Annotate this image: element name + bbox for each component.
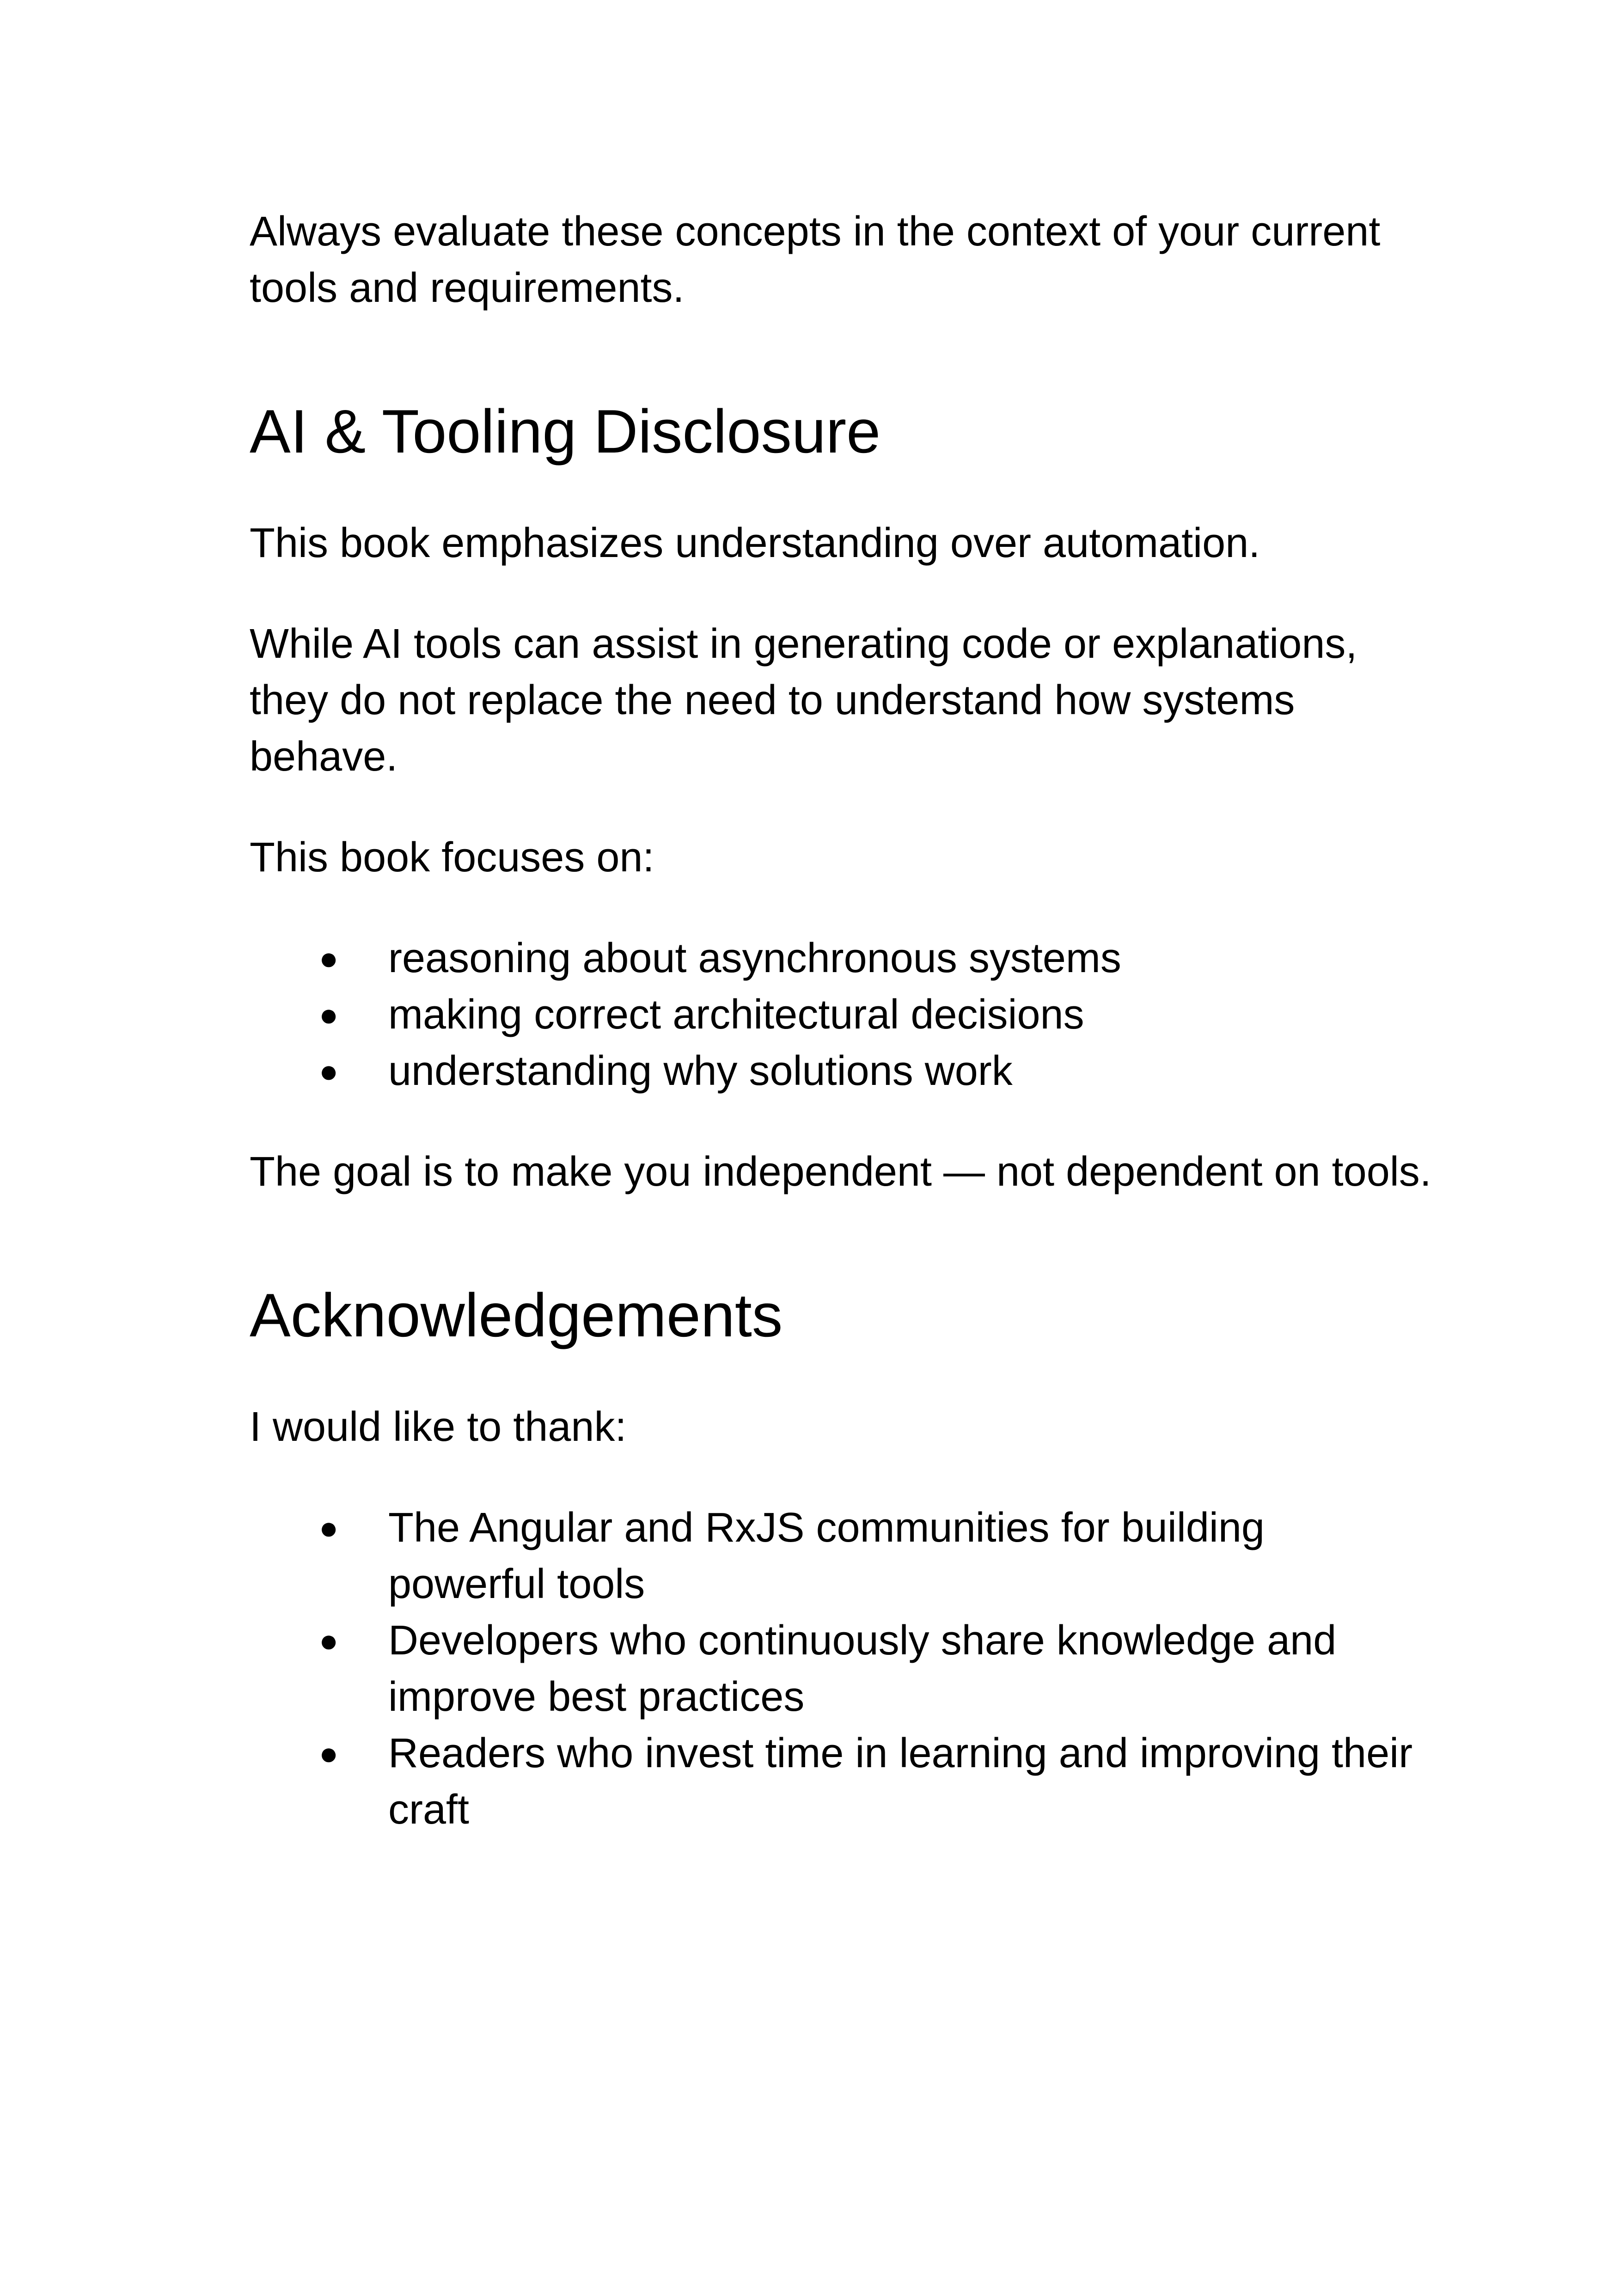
list-item-text: Developers who continuously share knowledge and improve best practices — [388, 1617, 1337, 1720]
list-item-text: reasoning about asynchronous systems — [388, 935, 1121, 981]
bullet-icon: ● — [319, 1623, 339, 1659]
list-item — [250, 930, 1433, 986]
list-item — [250, 986, 1433, 1043]
list-item — [250, 1725, 1433, 1838]
list-item — [250, 1500, 1433, 1612]
list-item-text: making correct architectural decisions — [388, 992, 1084, 1038]
ai-disclosure-heading: AI & Tooling Disclosure — [250, 398, 881, 466]
ai-paragraph-2: While AI tools can assist in generating code or explanations, they do not replace the need to understand how systems behave. — [250, 621, 1357, 780]
list-item-text: understanding why solutions work — [388, 1048, 1013, 1094]
thanks-intro: I would like to thank: — [250, 1404, 627, 1450]
ai-paragraph-1: This book emphasizes understanding over automation. — [250, 520, 1260, 566]
intro-paragraph: Always evaluate these concepts in the context of your current tools and requirements. — [250, 208, 1381, 311]
page-content — [250, 203, 1433, 1838]
focus-list — [250, 930, 1433, 1099]
bullet-icon: ● — [319, 1510, 339, 1546]
bullet-icon: ● — [319, 940, 339, 976]
list-item-text: The Angular and RxJS communities for building powerful tools — [388, 1505, 1265, 1607]
bullet-icon: ● — [319, 997, 339, 1033]
thanks-list — [250, 1500, 1433, 1838]
acknowledgements-heading: Acknowledgements — [250, 1281, 783, 1350]
bullet-icon: ● — [319, 1053, 339, 1089]
bullet-icon: ● — [319, 1735, 339, 1771]
ai-paragraph-3: This book focuses on: — [250, 834, 654, 881]
list-item — [250, 1612, 1433, 1725]
list-item — [250, 1043, 1433, 1099]
list-item-text: Readers who invest time in learning and improving their craft — [388, 1730, 1413, 1833]
goal-paragraph: The goal is to make you independent — not dependent on tools. — [250, 1149, 1431, 1195]
